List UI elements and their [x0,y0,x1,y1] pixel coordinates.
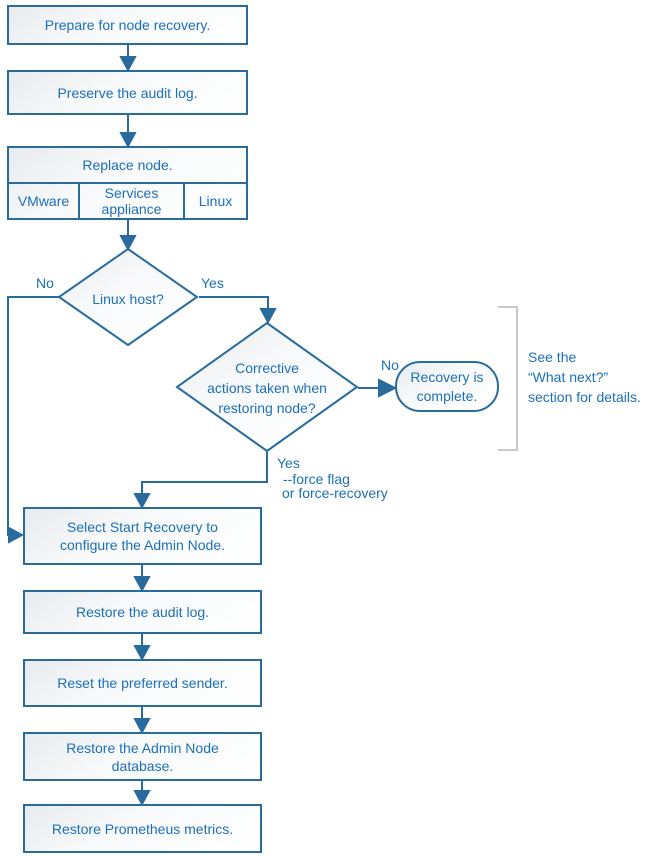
edge-no-linux-host [8,297,60,542]
step-replace-node [7,146,248,220]
decision-linux-host-label: Linux host? [92,291,164,307]
replace-node-header [9,148,246,184]
option-vmware: VMware [17,193,70,209]
step-label: Restore the Admin Node database. [66,739,219,774]
step-label: Prepare for node recovery. [44,17,211,33]
terminal-recovery-complete: Recovery is complete. [395,361,499,412]
option-linux: Linux [198,193,233,209]
arrow-preserve-to-replace [121,115,135,146]
edge-yes-linux-host [199,297,275,322]
edge-yes-corrective [135,451,267,507]
step-reset-preferred-sender [23,659,262,707]
arrow-restore-db-to-prometheus [135,781,149,804]
decision-corrective-label: Corrective actions taken when restoring node? [207,360,327,416]
edge-label-force-flag: --force flag [283,471,350,487]
step-select-start-recovery [23,507,262,565]
step-prepare-node-recovery [7,5,248,45]
step-label: Reset the preferred sender. [57,675,228,691]
edge-label-force-recovery: or force-recovery [282,485,388,501]
arrow-replace-to-linux-host [121,220,135,249]
step-label: Select Start Recovery to configure the Admin Node. [60,519,225,553]
option-services-appliance: Services appliance [78,184,185,218]
step-preserve-audit-log [7,70,248,115]
step-label: Restore the audit log. [75,604,210,620]
note-bracket [498,307,517,450]
edge-label-no-corrective: No [381,357,399,373]
step-restore-audit-log [23,590,262,634]
step-restore-admin-node-database [23,732,262,781]
step-restore-prometheus-metrics [23,804,262,853]
edge-label-yes-linux: Yes [201,275,224,291]
arrow-prepare-to-preserve [121,45,135,70]
edge-no-corrective [358,380,395,396]
step-label: Preserve the audit log. [57,84,198,101]
arrow-reset-sender-to-restore-db [135,707,149,732]
edge-label-no-linux: No [36,275,54,291]
what-next-note: See the “What next?” section for details. [528,349,641,405]
step-label: Restore Prometheus metrics. [51,820,234,837]
edge-label-yes-corrective: Yes [277,455,300,471]
step-label: Replace node. [82,157,173,173]
arrow-restore-audit-to-reset-sender [135,634,149,659]
arrow-select-to-restore-audit [135,565,149,590]
replace-node-options [9,184,246,218]
